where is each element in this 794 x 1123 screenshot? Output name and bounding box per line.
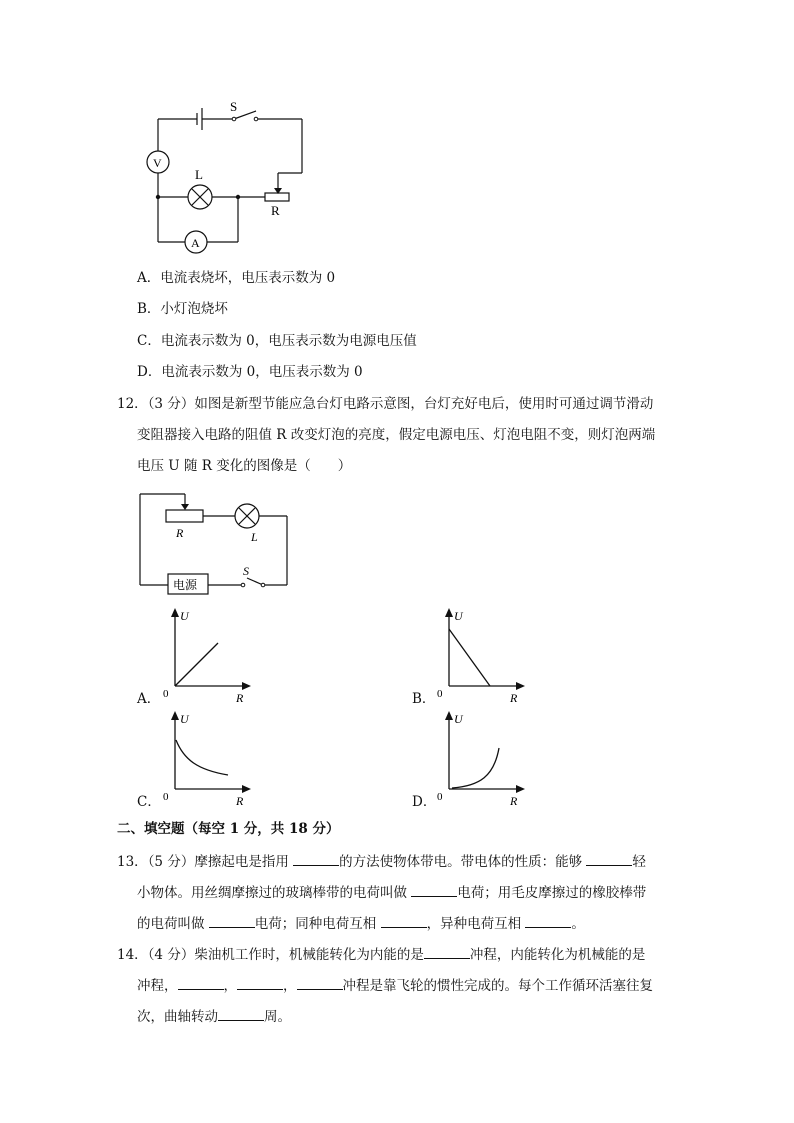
q12-option-c: C．	[137, 794, 161, 810]
q11-lamp-label: L	[195, 167, 203, 182]
section-title: 二、填空题（每空 1 分，共 18 分）	[117, 821, 340, 837]
graph-a-y-label: U	[180, 609, 189, 623]
q13-line-2: 小物体。用丝绸摩擦过的玻璃棒带的电荷叫做 电荷；用毛皮摩擦过的橡胶棒带	[137, 882, 646, 903]
q14-blank-4[interactable]	[297, 975, 343, 990]
graph-d-x-label: R	[510, 794, 518, 808]
q12-source-label: 电源	[173, 578, 198, 592]
q13-blank-5[interactable]	[381, 913, 427, 928]
q12-line-2: 变阻器接入电路的阻值 R 改变灯泡的亮度，假定电源电压、灯泡电阻不变，则灯泡两端	[137, 427, 656, 443]
graph-a-origin: 0	[163, 688, 169, 700]
q12-line-3: 电压 U 随 R 变化的图像是（ ）	[137, 458, 352, 474]
q12-option-a: A．	[137, 691, 161, 707]
q13-number: 13．	[117, 854, 148, 870]
graph-a-x-label: R	[236, 691, 244, 705]
q11-voltmeter-label: V	[153, 156, 162, 170]
q11-switch-label: S	[230, 99, 238, 114]
q11-ammeter-label: A	[191, 236, 200, 250]
q13-blank-4[interactable]	[209, 913, 255, 928]
q14-line-2: 冲程， ， ， 冲程是靠飞轮的惯性完成的。每个工作循环活塞往复	[137, 975, 653, 996]
q14-number: 14．	[117, 947, 148, 963]
q12-lamp-label: L	[251, 530, 258, 544]
q14-blank-5[interactable]	[218, 1006, 264, 1021]
q11-circuit-diagram	[140, 95, 320, 255]
graph-c-x-label: R	[236, 794, 244, 808]
graph-d-y-label: U	[454, 712, 463, 726]
q11-resistor-label: R	[271, 203, 280, 218]
q14-line-1: 14．（4 分）柴油机工作时，机械能转化为内能的是 冲程，内能转化为机械能的是	[117, 944, 645, 965]
graph-b-x-label: R	[510, 691, 518, 705]
q14-blank-1[interactable]	[424, 944, 470, 959]
q14-line-3: 次，曲轴转动 周。	[137, 1006, 291, 1027]
q13-line-1: 13．（5 分）摩擦起电是指用 的方法使物体带电。带电体的性质：能够 轻	[117, 851, 646, 872]
q11-option-b: B．小灯泡烧坏	[137, 301, 228, 317]
q12-graph-b	[432, 605, 527, 705]
graph-b-origin: 0	[437, 688, 443, 700]
q12-option-b: B．	[412, 691, 436, 707]
q12-option-d: D．	[412, 794, 437, 810]
q13-score: （5 分）	[147, 854, 195, 870]
q12-circuit-diagram	[130, 490, 300, 600]
q12-graph-c	[158, 708, 253, 808]
q14-score: （4 分）	[147, 947, 195, 963]
q11-option-a: A．电流表烧坏，电压表示数为 0	[137, 270, 336, 286]
q13-blank-3[interactable]	[411, 882, 457, 897]
q11-option-c: C．电流表示数为 0，电压表示数为电源电压值	[137, 333, 417, 349]
q12-graph-d	[432, 708, 527, 808]
graph-b-y-label: U	[454, 609, 463, 623]
q13-blank-6[interactable]	[525, 913, 571, 928]
q13-line-3: 的电荷叫做 电荷；同种电荷互相 ，异种电荷互相 。	[137, 913, 585, 934]
graph-c-origin: 0	[163, 791, 169, 803]
q12-line-1: 12．（3 分）如图是新型节能应急台灯电路示意图，台灯充好电后，使用时可通过调节滑动	[117, 396, 654, 412]
q11-option-d: D．电流表示数为 0，电压表示数为 0	[137, 364, 363, 380]
q12-graph-a	[158, 605, 253, 705]
graph-c-y-label: U	[180, 712, 189, 726]
q14-blank-2[interactable]	[178, 975, 224, 990]
q13-blank-2[interactable]	[586, 851, 632, 866]
q12-resistor-label: R	[176, 526, 184, 540]
q14-blank-3[interactable]	[237, 975, 283, 990]
q12-switch-label: S	[243, 564, 249, 578]
q12-score: （3 分）	[147, 396, 195, 412]
q12-number: 12．	[117, 396, 148, 412]
q13-blank-1[interactable]	[293, 851, 339, 866]
graph-d-origin: 0	[437, 791, 443, 803]
